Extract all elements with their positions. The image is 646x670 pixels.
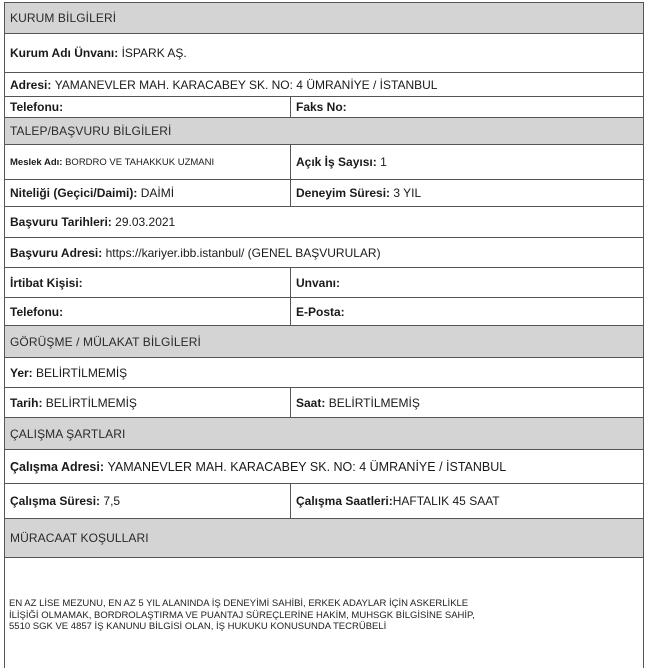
field-unvan <box>291 268 643 297</box>
field-basvuru-tarihleri <box>5 207 643 237</box>
field-value: BELİRTİLMEMİŞ <box>36 365 128 380</box>
conditions-line: 5510 SGK VE 4857 İŞ KANUNU BİLGİSİ OLAN, İŞ HUKUKU KONUSUNDA TECRÜBELİ <box>9 621 387 632</box>
field-calisma-suresi <box>5 484 291 518</box>
section-title: TALEP/BAŞVURU BİLGİLERİ <box>10 124 172 138</box>
field-deneyim-suresi <box>291 180 643 206</box>
field-value: 3 YIL <box>393 186 422 200</box>
field-basvuru-adresi <box>5 238 643 267</box>
field-label: E-Posta: <box>296 304 345 319</box>
field-kurum-telefon <box>5 97 291 117</box>
field-value: BELİRTİLMEMİŞ <box>328 395 420 410</box>
row-calisma-sure-saat <box>5 484 643 519</box>
field-label: Başvuru Tarihleri: <box>10 215 112 229</box>
row-kurum-adi <box>5 34 643 73</box>
section-header-gorusme <box>5 326 643 358</box>
section-header-kurum <box>5 2 643 34</box>
field-kurum-adi <box>5 34 643 72</box>
field-nitelik <box>5 180 291 206</box>
muracaat-conditions-text <box>5 558 643 668</box>
field-label: Faks No: <box>296 100 347 114</box>
row-meslek-acik <box>5 145 643 180</box>
conditions-line: İLİŞİĞİ OLMAMAK, BORDROLAŞTIRMA VE PUANTAJ SÜREÇLERİNE HAKİM, MUHSGK BİLGİSİNE SAHİP, <box>9 609 475 621</box>
row-yer <box>5 358 643 388</box>
row-kurum-telefon-faks <box>5 97 643 118</box>
section-header-muracaat <box>5 519 643 558</box>
field-label: Telefonu: <box>10 304 64 319</box>
section-title: KURUM BİLGİLERİ <box>10 11 117 25</box>
field-meslek-adi <box>5 145 291 179</box>
conditions-line: EN AZ LİSE MEZUNU, EN AZ 5 YIL ALANINDA İŞ DENEYİMİ SAHİBİ, ERKEK ADAYLAR İÇİN ASKERLİKLE <box>9 598 469 609</box>
field-value: BELİRTİLMEMİŞ <box>45 395 137 410</box>
field-kurum-faks <box>291 97 643 117</box>
field-label: Tarih: <box>10 395 43 410</box>
field-acik-is-sayisi <box>291 145 643 179</box>
row-tarih-saat <box>5 388 643 418</box>
field-value: 1 <box>380 155 387 169</box>
section-title: MÜRACAAT KOŞULLARI <box>10 531 149 545</box>
row-basvuru-adresi <box>5 238 643 268</box>
field-yer <box>5 358 643 387</box>
field-label: Çalışma Süresi: <box>10 494 101 508</box>
field-kurum-adres <box>5 73 643 96</box>
field-value: BORDRO VE TAHAKKUK UZMANI <box>65 156 215 168</box>
field-label: Çalışma Adresi: <box>10 459 105 474</box>
row-irtibat-unvan <box>5 268 643 298</box>
field-value: 29.03.2021 <box>115 215 176 229</box>
field-gorusme-saat <box>291 388 643 417</box>
section-title: GÖRÜŞME / MÜLAKAT BİLGİLERİ <box>10 334 201 349</box>
field-talep-telefon <box>5 298 291 325</box>
field-label: Deneyim Süresi: <box>296 186 391 200</box>
field-calisma-saatleri <box>291 484 643 518</box>
field-label: Niteliği (Geçici/Daimi): <box>10 186 138 200</box>
row-basvuru-tarihleri <box>5 207 643 238</box>
row-telefon-eposta <box>5 298 643 326</box>
section-header-talep <box>5 118 643 145</box>
job-posting-form <box>4 2 644 668</box>
field-value: DAİMİ <box>140 186 175 200</box>
field-label: Adresi: <box>10 77 52 92</box>
field-label: Açık İş Sayısı: <box>296 155 377 169</box>
field-label: Meslek Adı: <box>10 156 63 168</box>
field-label: Telefonu: <box>10 100 64 114</box>
field-label: Saat: <box>296 395 326 410</box>
field-label: Başvuru Adresi: <box>10 245 103 260</box>
field-value: İSPARK AŞ. <box>121 46 187 60</box>
field-calisma-adresi <box>5 450 643 483</box>
field-label: İrtibat Kişisi: <box>10 275 83 290</box>
field-label: Çalışma Saatleri: <box>296 494 393 508</box>
field-value: 7,5 <box>103 494 121 508</box>
field-eposta <box>291 298 643 325</box>
field-gorusme-tarih <box>5 388 291 417</box>
field-label: Yer: <box>10 365 33 380</box>
row-nitelik-deneyim <box>5 180 643 207</box>
field-value: YAMANEVLER MAH. KARACABEY SK. NO: 4 ÜMRANİYE / İSTANBUL <box>54 77 438 92</box>
field-label: Kurum Adı Ünvanı: <box>10 46 119 60</box>
field-value: HAFTALIK 45 SAAT <box>392 494 500 508</box>
row-calisma-adresi <box>5 450 643 484</box>
field-value: https://kariyer.ibb.istanbul/ (GENEL BAŞVURULAR) <box>105 245 381 260</box>
field-label: Unvanı: <box>296 275 341 290</box>
field-value: YAMANEVLER MAH. KARACABEY SK. NO: 4 ÜMRANİYE / İSTANBUL <box>107 459 507 474</box>
row-kurum-adres <box>5 73 643 97</box>
section-title: ÇALIŞMA ŞARTLARI <box>10 426 126 441</box>
section-header-calisma <box>5 418 643 450</box>
field-irtibat-kisisi <box>5 268 291 297</box>
